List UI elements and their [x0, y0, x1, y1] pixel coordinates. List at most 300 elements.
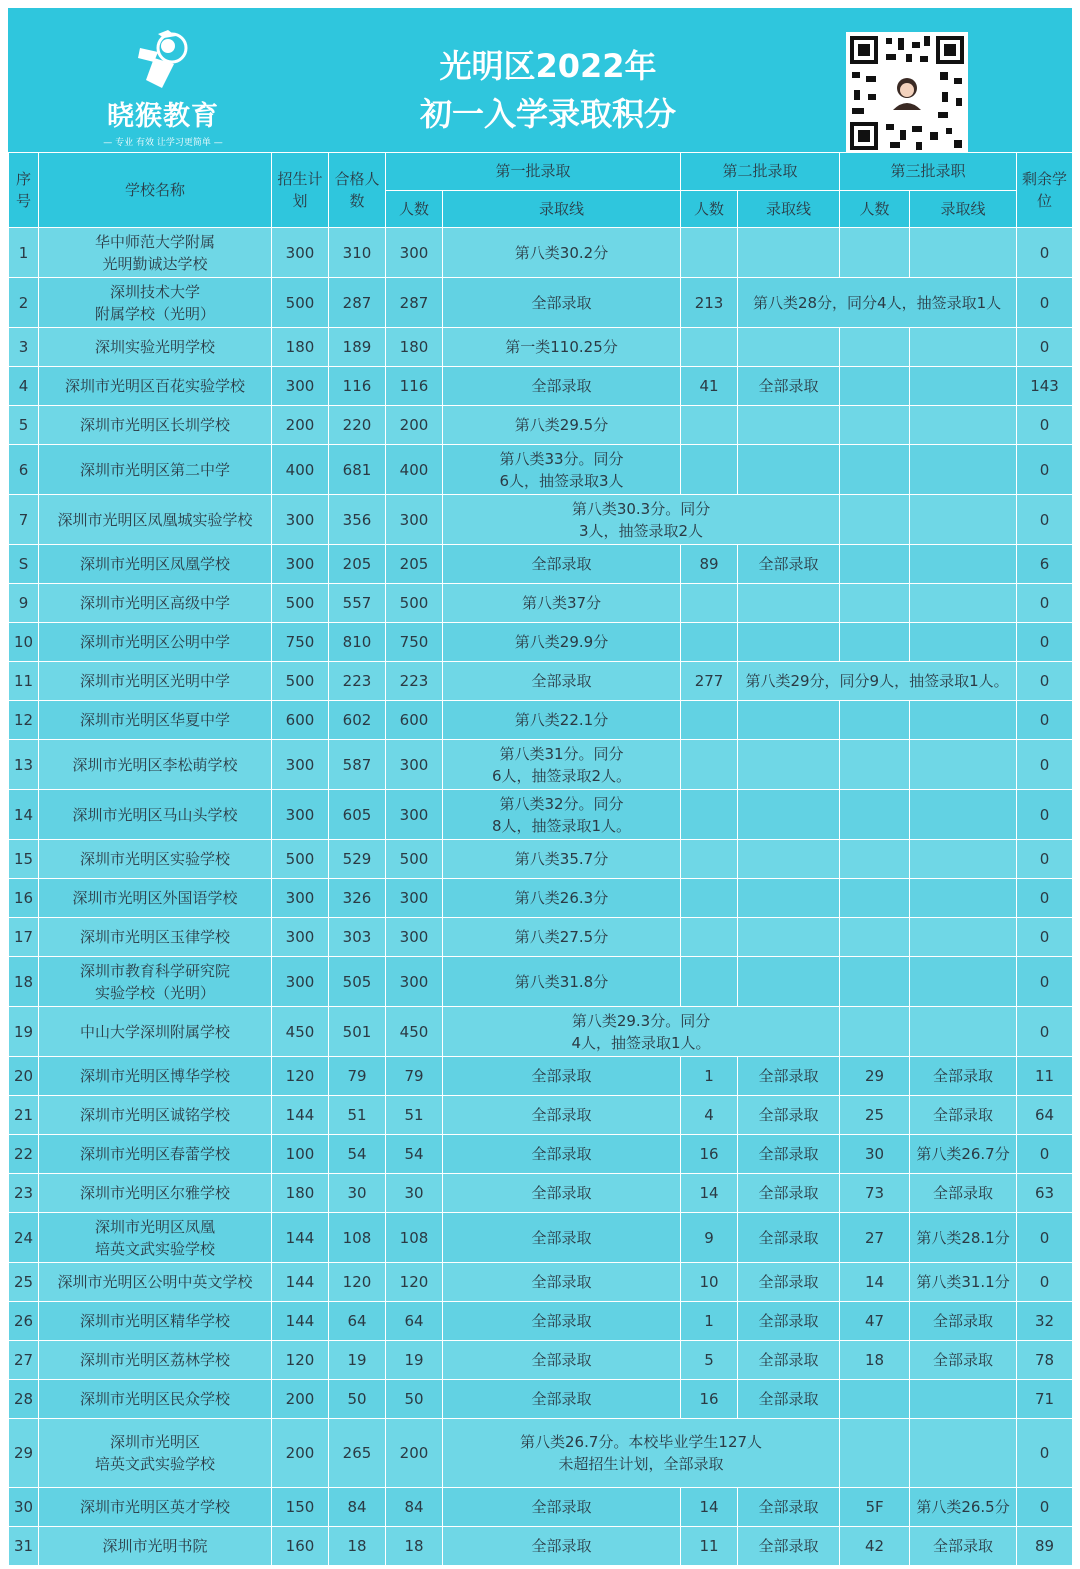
- cell-remaining: 0: [1017, 1213, 1073, 1263]
- cell-batch2-line: [738, 840, 840, 879]
- table-row: [9, 278, 1073, 328]
- cell-qualified: 64: [329, 1302, 386, 1341]
- cell-qualified: 310: [329, 228, 386, 278]
- cell-plan: 200: [272, 1419, 329, 1488]
- cell-qualified: 108: [329, 1213, 386, 1263]
- cell-batch3-count: 42: [840, 1527, 910, 1566]
- cell-seq: 18: [9, 957, 39, 1007]
- cell-qualified: 220: [329, 406, 386, 445]
- cell-batch3-count: [840, 1419, 910, 1488]
- cell-remaining: 0: [1017, 495, 1073, 545]
- cell-remaining: 11: [1017, 1057, 1073, 1096]
- cell-remaining: 0: [1017, 1263, 1073, 1302]
- cell-seq: 25: [9, 1263, 39, 1302]
- cell-batch2-count: [681, 740, 738, 790]
- qr-code-icon: [846, 32, 968, 154]
- cell-batch3-count: 25: [840, 1096, 910, 1135]
- cell-remaining: 0: [1017, 957, 1073, 1007]
- cell-batch3-line: 第八类26.7分: [910, 1135, 1017, 1174]
- cell-batch2-count: 41: [681, 367, 738, 406]
- cell-batch3-line: [910, 740, 1017, 790]
- cell-remaining: 0: [1017, 328, 1073, 367]
- cell-batch3-line: [910, 1380, 1017, 1419]
- cell-qualified: 30: [329, 1174, 386, 1213]
- cell-seq: 19: [9, 1007, 39, 1057]
- cell-batch1-count: 205: [386, 545, 443, 584]
- cell-seq: 24: [9, 1213, 39, 1263]
- col-batch2-count: 人数: [681, 190, 738, 228]
- col-remaining: 剩余学位: [1017, 153, 1073, 228]
- cell-plan: 300: [272, 957, 329, 1007]
- cell-batch2-line: 全部录取: [738, 367, 840, 406]
- table-row: [9, 1263, 1073, 1302]
- cell-batch3-line: 第八类26.5分: [910, 1488, 1017, 1527]
- cell-batch1-count: 600: [386, 701, 443, 740]
- table-row: [9, 1007, 1073, 1057]
- cell-batch3-count: 47: [840, 1302, 910, 1341]
- cell-qualified: 587: [329, 740, 386, 790]
- cell-batch3-line: 全部录取: [910, 1341, 1017, 1380]
- cell-school: 深圳市光明区实验学校: [39, 840, 272, 879]
- cell-remaining: 0: [1017, 840, 1073, 879]
- cell-remaining: 64: [1017, 1096, 1073, 1135]
- cell-batch2-line: [738, 957, 840, 1007]
- cell-batch3-line: 全部录取: [910, 1057, 1017, 1096]
- cell-batch1-line: 全部录取: [443, 1380, 681, 1419]
- cell-remaining: 0: [1017, 879, 1073, 918]
- cell-seq: 12: [9, 701, 39, 740]
- cell-qualified: 265: [329, 1419, 386, 1488]
- cell-batch3-line: [910, 840, 1017, 879]
- col-batch1-count: 人数: [386, 190, 443, 228]
- cell-remaining: 89: [1017, 1527, 1073, 1566]
- cell-remaining: 0: [1017, 278, 1073, 328]
- cell-batch3-count: [840, 406, 910, 445]
- cell-batch1-line: 第八类22.1分: [443, 701, 681, 740]
- cell-qualified: 79: [329, 1057, 386, 1096]
- cell-batch2-count: 9: [681, 1213, 738, 1263]
- cell-plan: 500: [272, 840, 329, 879]
- cell-school: 深圳市光明区诚铭学校: [39, 1096, 272, 1135]
- cell-qualified: 356: [329, 495, 386, 545]
- cell-qualified: 54: [329, 1135, 386, 1174]
- cell-batch2-count: [681, 790, 738, 840]
- cell-batch3-count: [840, 623, 910, 662]
- cell-remaining: 143: [1017, 367, 1073, 406]
- cell-batch1-line: 第八类30.3分。同分 3人，抽签录取2人: [443, 495, 840, 545]
- cell-school: 深圳市光明区公明中英文学校: [39, 1263, 272, 1302]
- cell-seq: 23: [9, 1174, 39, 1213]
- cell-batch1-line: 全部录取: [443, 1263, 681, 1302]
- cell-batch2-count: 10: [681, 1263, 738, 1302]
- cell-seq: 11: [9, 662, 39, 701]
- cell-school: 深圳市光明区李松萌学校: [39, 740, 272, 790]
- cell-batch3-line: [910, 957, 1017, 1007]
- cell-remaining: 0: [1017, 1007, 1073, 1057]
- cell-batch3-line: 全部录取: [910, 1174, 1017, 1213]
- cell-batch1-count: 300: [386, 228, 443, 278]
- cell-seq: S: [9, 545, 39, 584]
- col-plan: 招生计划: [272, 153, 329, 228]
- cell-batch1-count: 300: [386, 790, 443, 840]
- cell-batch3-line: [910, 879, 1017, 918]
- cell-school: 深圳市光明区马山头学校: [39, 790, 272, 840]
- cell-remaining: 0: [1017, 228, 1073, 278]
- cell-plan: 180: [272, 1174, 329, 1213]
- cell-batch2-count: 14: [681, 1174, 738, 1213]
- cell-batch2-line: [738, 740, 840, 790]
- cell-batch2-count: [681, 701, 738, 740]
- cell-plan: 300: [272, 545, 329, 584]
- cell-batch3-count: [840, 1380, 910, 1419]
- cell-batch2-count: 16: [681, 1135, 738, 1174]
- cell-remaining: 71: [1017, 1380, 1073, 1419]
- cell-qualified: 18: [329, 1527, 386, 1566]
- cell-batch1-line: 全部录取: [443, 1213, 681, 1263]
- cell-batch2-count: [681, 406, 738, 445]
- cell-school: 深圳市光明区尔雅学校: [39, 1174, 272, 1213]
- cell-batch1-count: 200: [386, 406, 443, 445]
- cell-school: 深圳市光明区民众学校: [39, 1380, 272, 1419]
- cell-batch2-line: 第八类29分，同分9人，抽签录取1人。: [738, 662, 1017, 701]
- cell-batch3-count: [840, 840, 910, 879]
- cell-qualified: 223: [329, 662, 386, 701]
- cell-school: 深圳市光明区荔林学校: [39, 1341, 272, 1380]
- cell-school: 深圳市光明区公明中学: [39, 623, 272, 662]
- cell-qualified: 84: [329, 1488, 386, 1527]
- cell-batch1-count: 50: [386, 1380, 443, 1419]
- table-row: [9, 701, 1073, 740]
- col-batch3-line: 录取线: [910, 190, 1017, 228]
- cell-school: 深圳市光明书院: [39, 1527, 272, 1566]
- cell-batch2-count: [681, 228, 738, 278]
- cell-remaining: 0: [1017, 740, 1073, 790]
- cell-batch1-count: 750: [386, 623, 443, 662]
- cell-remaining: 6: [1017, 545, 1073, 584]
- cell-seq: 6: [9, 445, 39, 495]
- cell-qualified: 681: [329, 445, 386, 495]
- cell-qualified: 19: [329, 1341, 386, 1380]
- cell-batch2-count: 11: [681, 1527, 738, 1566]
- cell-qualified: 189: [329, 328, 386, 367]
- cell-seq: 1: [9, 228, 39, 278]
- cell-remaining: 0: [1017, 406, 1073, 445]
- cell-batch3-count: [840, 1007, 910, 1057]
- cell-qualified: 326: [329, 879, 386, 918]
- cell-batch1-count: 51: [386, 1096, 443, 1135]
- cell-plan: 300: [272, 879, 329, 918]
- cell-batch3-line: [910, 328, 1017, 367]
- cell-remaining: 0: [1017, 701, 1073, 740]
- cell-batch2-line: [738, 584, 840, 623]
- table-row: [9, 1135, 1073, 1174]
- cell-school: 深圳市光明区长圳学校: [39, 406, 272, 445]
- cell-batch2-line: [738, 228, 840, 278]
- cell-qualified: 557: [329, 584, 386, 623]
- cell-batch1-line: 第八类26.7分。本校毕业学生127人 未超招生计划，全部录取: [443, 1419, 840, 1488]
- cell-school: 深圳市光明区百花实验学校: [39, 367, 272, 406]
- cell-batch1-line: 全部录取: [443, 1135, 681, 1174]
- admission-table: [8, 152, 1073, 1566]
- table-row: [9, 1488, 1073, 1527]
- col-batch3-count: 人数: [840, 190, 910, 228]
- cell-batch1-line: 第八类37分: [443, 584, 681, 623]
- cell-batch2-count: [681, 879, 738, 918]
- table-row: [9, 406, 1073, 445]
- cell-batch1-line: 全部录取: [443, 662, 681, 701]
- cell-batch1-line: 全部录取: [443, 1302, 681, 1341]
- cell-batch2-line: 全部录取: [738, 1096, 840, 1135]
- cell-batch2-line: 第八类28分，同分4人，抽签录取1人: [738, 278, 1017, 328]
- col-school: 学校名称: [39, 153, 272, 228]
- cell-batch1-count: 79: [386, 1057, 443, 1096]
- cell-remaining: 0: [1017, 623, 1073, 662]
- cell-batch1-count: 300: [386, 495, 443, 545]
- cell-plan: 144: [272, 1302, 329, 1341]
- col-batch1-line: 录取线: [443, 190, 681, 228]
- col-batch3: 第三批录职: [840, 153, 1017, 191]
- cell-qualified: 303: [329, 918, 386, 957]
- cell-batch1-line: 第八类29.3分。同分 4人，抽签录取1人。: [443, 1007, 840, 1057]
- cell-batch1-line: 全部录取: [443, 1527, 681, 1566]
- cell-seq: 17: [9, 918, 39, 957]
- cell-remaining: 0: [1017, 662, 1073, 701]
- cell-batch1-count: 500: [386, 584, 443, 623]
- cell-batch3-line: [910, 701, 1017, 740]
- cell-remaining: 0: [1017, 445, 1073, 495]
- cell-batch3-count: [840, 445, 910, 495]
- table-row: [9, 740, 1073, 790]
- table-row: [9, 1057, 1073, 1096]
- cell-plan: 120: [272, 1057, 329, 1096]
- cell-batch2-line: [738, 879, 840, 918]
- cell-batch2-line: 全部录取: [738, 545, 840, 584]
- cell-batch1-line: 第八类29.5分: [443, 406, 681, 445]
- cell-batch1-line: 全部录取: [443, 1488, 681, 1527]
- cell-batch3-count: [840, 328, 910, 367]
- cell-seq: 16: [9, 879, 39, 918]
- cell-batch1-count: 223: [386, 662, 443, 701]
- cell-batch1-line: 第八类29.9分: [443, 623, 681, 662]
- cell-batch2-count: [681, 584, 738, 623]
- cell-batch3-count: [840, 740, 910, 790]
- cell-batch2-count: 4: [681, 1096, 738, 1135]
- cell-school: 深圳市光明区博华学校: [39, 1057, 272, 1096]
- cell-batch2-count: 1: [681, 1057, 738, 1096]
- cell-batch3-count: 5F: [840, 1488, 910, 1527]
- table-row: [9, 1302, 1073, 1341]
- cell-school: 深圳市光明区外国语学校: [39, 879, 272, 918]
- cell-batch3-line: [910, 367, 1017, 406]
- table-row: [9, 957, 1073, 1007]
- cell-batch3-count: 30: [840, 1135, 910, 1174]
- table-row: [9, 918, 1073, 957]
- cell-school: 深圳市光明区华夏中学: [39, 701, 272, 740]
- cell-school: 深圳实验光明学校: [39, 328, 272, 367]
- cell-batch2-count: 16: [681, 1380, 738, 1419]
- cell-batch2-line: 全部录取: [738, 1263, 840, 1302]
- col-batch1: 第一批录取: [386, 153, 681, 191]
- cell-batch2-line: [738, 701, 840, 740]
- cell-batch2-count: [681, 445, 738, 495]
- cell-plan: 200: [272, 406, 329, 445]
- cell-plan: 144: [272, 1096, 329, 1135]
- cell-batch3-line: [910, 1419, 1017, 1488]
- cell-batch3-count: 14: [840, 1263, 910, 1302]
- cell-remaining: 0: [1017, 584, 1073, 623]
- cell-remaining: 78: [1017, 1341, 1073, 1380]
- cell-seq: 3: [9, 328, 39, 367]
- col-batch2: 第二批录取: [681, 153, 840, 191]
- cell-batch2-line: 全部录取: [738, 1488, 840, 1527]
- cell-batch1-line: 全部录取: [443, 278, 681, 328]
- brand-name: 晓猴教育: [107, 101, 219, 132]
- table-body: [9, 228, 1073, 1566]
- cell-plan: 500: [272, 584, 329, 623]
- cell-batch1-line: 全部录取: [443, 1057, 681, 1096]
- cell-batch3-count: [840, 495, 910, 545]
- cell-batch1-line: 第八类35.7分: [443, 840, 681, 879]
- cell-batch2-line: [738, 918, 840, 957]
- cell-batch3-count: 18: [840, 1341, 910, 1380]
- cell-batch3-count: [840, 701, 910, 740]
- cell-qualified: 116: [329, 367, 386, 406]
- cell-batch3-line: [910, 790, 1017, 840]
- cell-batch1-count: 116: [386, 367, 443, 406]
- cell-batch1-line: 第一类110.25分: [443, 328, 681, 367]
- cell-batch3-count: 29: [840, 1057, 910, 1096]
- cell-batch3-count: [840, 228, 910, 278]
- cell-batch3-count: [840, 584, 910, 623]
- cell-seq: 27: [9, 1341, 39, 1380]
- table-row: [9, 328, 1073, 367]
- cell-batch3-count: 27: [840, 1213, 910, 1263]
- cell-seq: 9: [9, 584, 39, 623]
- cell-batch3-line: [910, 584, 1017, 623]
- cell-batch1-line: 第八类27.5分: [443, 918, 681, 957]
- cell-batch1-count: 120: [386, 1263, 443, 1302]
- cell-plan: 400: [272, 445, 329, 495]
- cell-batch2-line: [738, 406, 840, 445]
- cell-seq: 31: [9, 1527, 39, 1566]
- cell-plan: 300: [272, 740, 329, 790]
- cell-batch3-count: [840, 879, 910, 918]
- cell-batch3-line: [910, 1007, 1017, 1057]
- cell-batch2-count: 1: [681, 1302, 738, 1341]
- title-line-2: 初一入学录取积分: [419, 95, 676, 133]
- cell-batch3-count: [840, 918, 910, 957]
- cell-plan: 750: [272, 623, 329, 662]
- cell-seq: 30: [9, 1488, 39, 1527]
- cell-batch1-count: 30: [386, 1174, 443, 1213]
- cell-batch2-line: 全部录取: [738, 1302, 840, 1341]
- cell-batch3-line: 全部录取: [910, 1096, 1017, 1135]
- cell-batch1-count: 180: [386, 328, 443, 367]
- cell-plan: 300: [272, 495, 329, 545]
- cell-batch2-line: 全部录取: [738, 1174, 840, 1213]
- cell-batch3-line: [910, 918, 1017, 957]
- cell-batch2-line: [738, 623, 840, 662]
- cell-school: 深圳市光明区玉律学校: [39, 918, 272, 957]
- cell-school: 华中师范大学附属 光明勤诚达学校: [39, 228, 272, 278]
- monkey-mascot-icon: [128, 28, 198, 92]
- page-title: [348, 42, 748, 138]
- cell-seq: 13: [9, 740, 39, 790]
- cell-school: 深圳市光明区凤凰城实验学校: [39, 495, 272, 545]
- cell-school: 深圳市教育科学研究院 实验学校（光明）: [39, 957, 272, 1007]
- cell-school: 中山大学深圳附属学校: [39, 1007, 272, 1057]
- cell-seq: 2: [9, 278, 39, 328]
- cell-school: 深圳市光明区高级中学: [39, 584, 272, 623]
- table-row: [9, 623, 1073, 662]
- cell-batch1-count: 300: [386, 740, 443, 790]
- cell-batch1-count: 18: [386, 1527, 443, 1566]
- cell-plan: 180: [272, 328, 329, 367]
- cell-plan: 150: [272, 1488, 329, 1527]
- cell-batch3-line: 全部录取: [910, 1302, 1017, 1341]
- table-row: [9, 445, 1073, 495]
- table-row: [9, 584, 1073, 623]
- cell-plan: 120: [272, 1341, 329, 1380]
- cell-qualified: 605: [329, 790, 386, 840]
- cell-batch3-count: [840, 367, 910, 406]
- cell-plan: 200: [272, 1380, 329, 1419]
- cell-batch1-count: 300: [386, 957, 443, 1007]
- cell-batch2-line: 全部录取: [738, 1341, 840, 1380]
- cell-qualified: 602: [329, 701, 386, 740]
- cell-school: 深圳市光明区凤凰 培英文武实验学校: [39, 1213, 272, 1263]
- cell-seq: 26: [9, 1302, 39, 1341]
- cell-batch1-count: 300: [386, 918, 443, 957]
- cell-qualified: 287: [329, 278, 386, 328]
- cell-remaining: 63: [1017, 1174, 1073, 1213]
- cell-batch1-line: 第八类32分。同分 8人，抽签录取1人。: [443, 790, 681, 840]
- cell-batch3-line: [910, 623, 1017, 662]
- table-row: [9, 1419, 1073, 1488]
- cell-plan: 300: [272, 790, 329, 840]
- cell-seq: 10: [9, 623, 39, 662]
- cell-plan: 300: [272, 918, 329, 957]
- table-row: [9, 1341, 1073, 1380]
- cell-seq: 14: [9, 790, 39, 840]
- cell-remaining: 0: [1017, 790, 1073, 840]
- cell-remaining: 32: [1017, 1302, 1073, 1341]
- cell-seq: 15: [9, 840, 39, 879]
- cell-batch2-count: [681, 840, 738, 879]
- table-row: [9, 495, 1073, 545]
- cell-seq: 7: [9, 495, 39, 545]
- cell-batch2-count: [681, 328, 738, 367]
- cell-batch1-line: 全部录取: [443, 1174, 681, 1213]
- cell-batch2-count: 277: [681, 662, 738, 701]
- table-row: [9, 840, 1073, 879]
- table-row: [9, 1380, 1073, 1419]
- cell-batch2-line: 全部录取: [738, 1057, 840, 1096]
- cell-batch1-count: 84: [386, 1488, 443, 1527]
- cell-qualified: 50: [329, 1380, 386, 1419]
- cell-batch3-line: [910, 228, 1017, 278]
- cell-qualified: 501: [329, 1007, 386, 1057]
- cell-batch2-line: [738, 445, 840, 495]
- cell-batch1-count: 400: [386, 445, 443, 495]
- cell-batch1-line: 全部录取: [443, 1096, 681, 1135]
- title-line-1: 光明区2022年: [439, 47, 657, 85]
- cell-school: 深圳市光明区光明中学: [39, 662, 272, 701]
- cell-plan: 500: [272, 278, 329, 328]
- page-header: [8, 8, 1072, 152]
- cell-batch2-count: 213: [681, 278, 738, 328]
- table-row: [9, 1174, 1073, 1213]
